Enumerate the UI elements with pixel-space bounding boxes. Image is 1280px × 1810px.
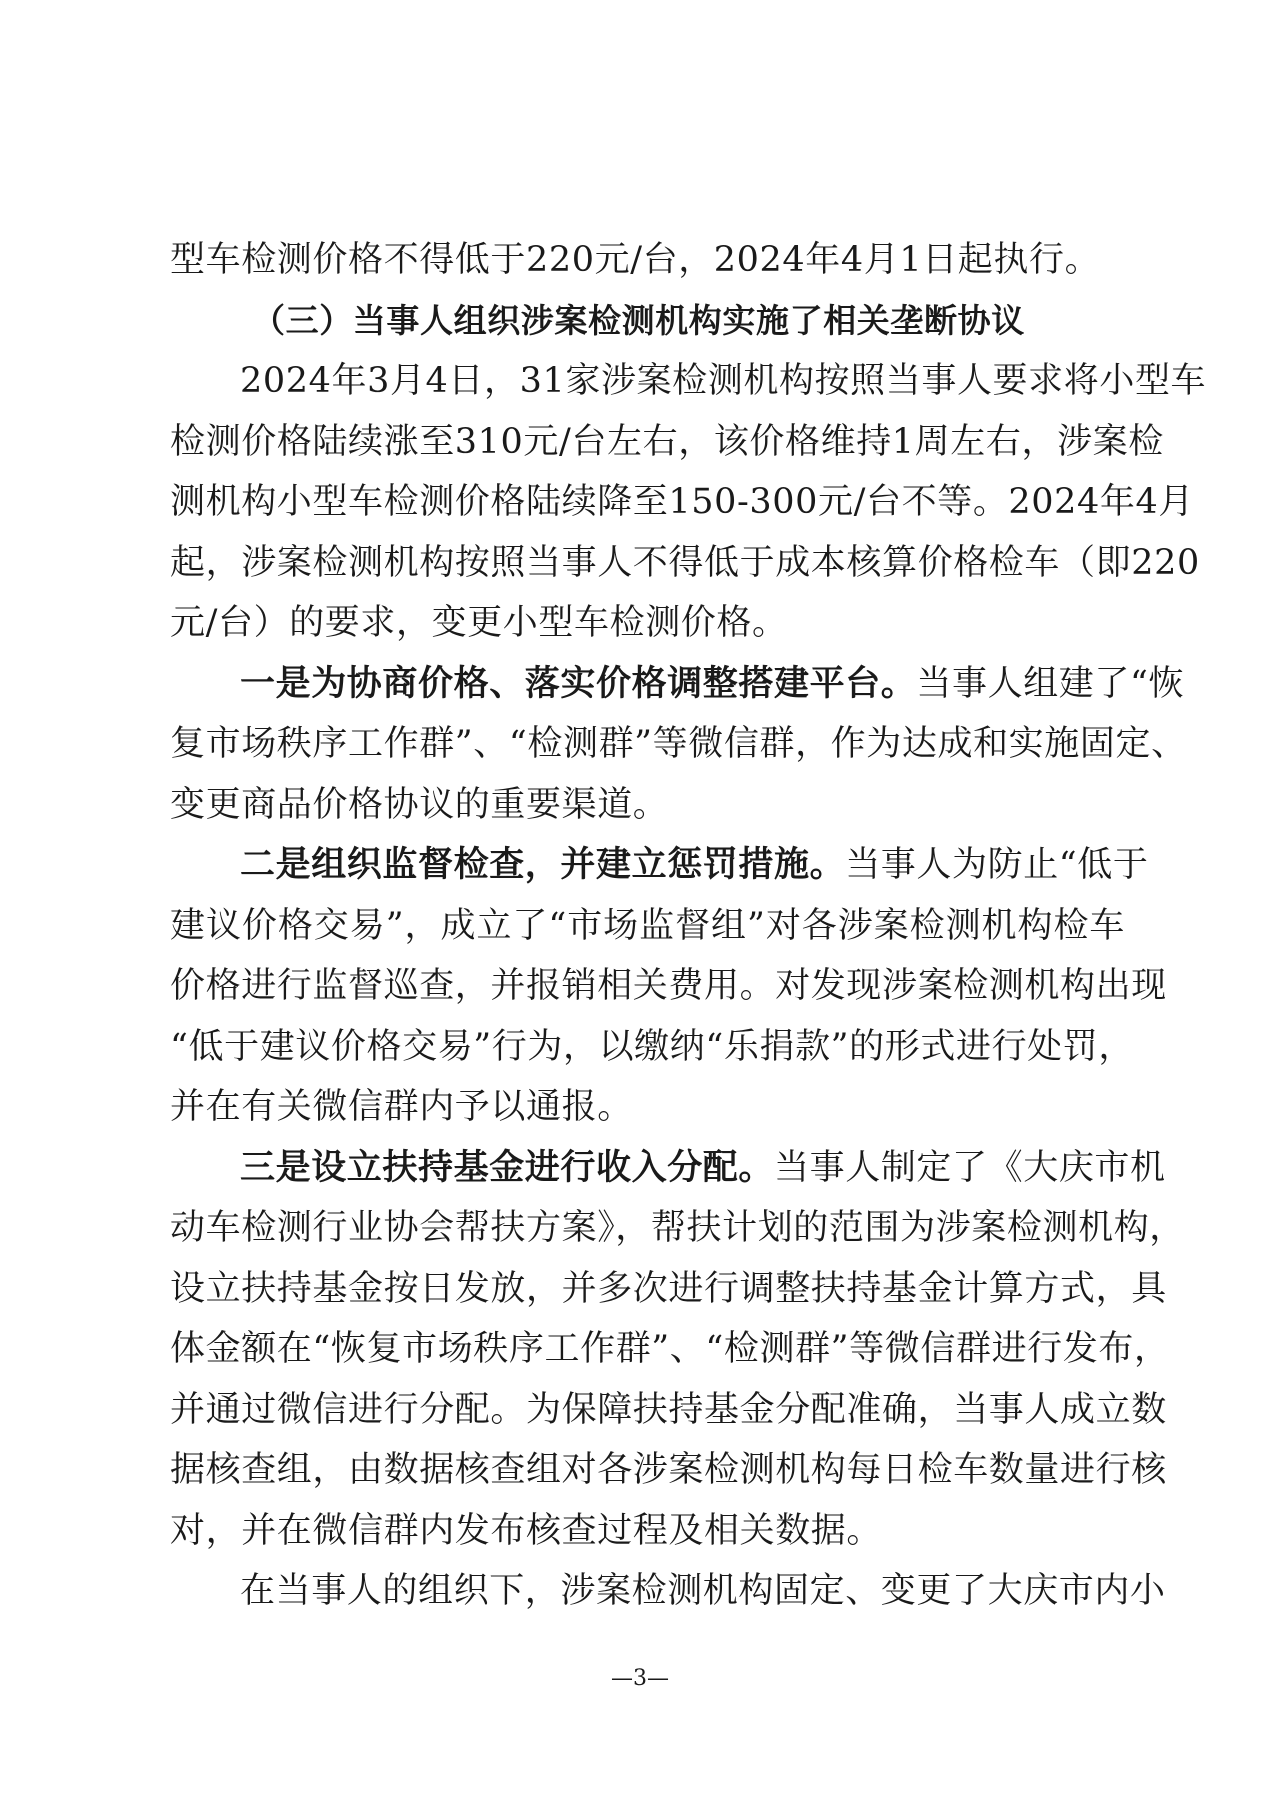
paragraph-three-lead: 三是设立扶持基金进行收入分配。 [240, 1146, 775, 1188]
text-line: 复市场秩序工作群”、“检测群”等微信群，作为达成和实施固定、 [170, 724, 1187, 764]
paragraph-one-rest: 当事人组建了“恢 [916, 663, 1185, 704]
paragraph-three-first-line [170, 1138, 1166, 1199]
text-line: 对，并在微信群内发布核查过程及相关数据。 [170, 1510, 883, 1551]
paragraph-two-lead: 二是组织监督检查，并建立惩罚措施。 [240, 844, 846, 885]
text-line: 价格进行监督巡查，并报销相关费用。对发现涉案检测机构出现 [170, 966, 1167, 1006]
section-heading: （三）当事人组织涉案检测机构实施了相关垄断协议 [252, 300, 1025, 340]
text-line: 建议价格交易”，成立了“市场监督组”对各涉案检测机构检车 [170, 905, 1125, 946]
text-line: 并在有关微信群内予以通报。 [170, 1087, 633, 1127]
paragraph-two-first-line [170, 835, 1149, 896]
text-line: 元/台）的要求，变更小型车检测价格。 [170, 603, 788, 643]
paragraph-two-rest: 当事人为防止“低于 [845, 845, 1149, 885]
text-line: 起，涉案检测机构按照当事人不得低于成本核算价格检车（即220 [170, 542, 1200, 583]
text-line: 在当事人的组织下，涉案检测机构固定、变更了大庆市内小 [240, 1571, 1166, 1611]
page-number: —3— [611, 1666, 669, 1691]
paragraph-one-first-line [170, 654, 1185, 715]
text-line: 动车检测行业协会帮扶方案》，帮扶计划的范围为涉案检测机构， [170, 1208, 1185, 1248]
text-line: 检测价格陆续涨至310元/台左右，该价格维持1周左右，涉案检 [170, 421, 1164, 462]
text-line: 变更商品价格协议的重要渠道。 [170, 784, 669, 825]
text-line: 测机构小型车检测价格陆续降至150-300元/台不等。2024年4月 [170, 482, 1194, 522]
text-line: 2024年3月4日，31家涉案检测机构按照当事人要求将小型车 [240, 361, 1207, 401]
body-text [170, 230, 1207, 1622]
paragraph-three-rest: 当事人制定了《大庆市机 [774, 1147, 1166, 1188]
text-line: 并通过微信进行分配。为保障扶持基金分配准确，当事人成立数 [170, 1389, 1167, 1430]
text-line: 体金额在“恢复市场秩序工作群”、“检测群”等微信群进行发布， [170, 1329, 1170, 1369]
paragraph-one-lead: 一是为协商价格、落实价格调整搭建平台。 [240, 662, 917, 704]
text-line: 设立扶持基金按日发放，并多次进行调整扶持基金计算方式，具 [170, 1268, 1167, 1309]
text-line: “低于建议价格交易”行为，以缴纳“乐捐款”的形式进行处罚， [170, 1026, 1134, 1067]
text-line: 据核查组，由数据核查组对各涉案检测机构每日检车数量进行核 [170, 1450, 1167, 1490]
text-line: 型车检测价格不得低于220元/台，2024年4月1日起执行。 [170, 240, 1101, 280]
